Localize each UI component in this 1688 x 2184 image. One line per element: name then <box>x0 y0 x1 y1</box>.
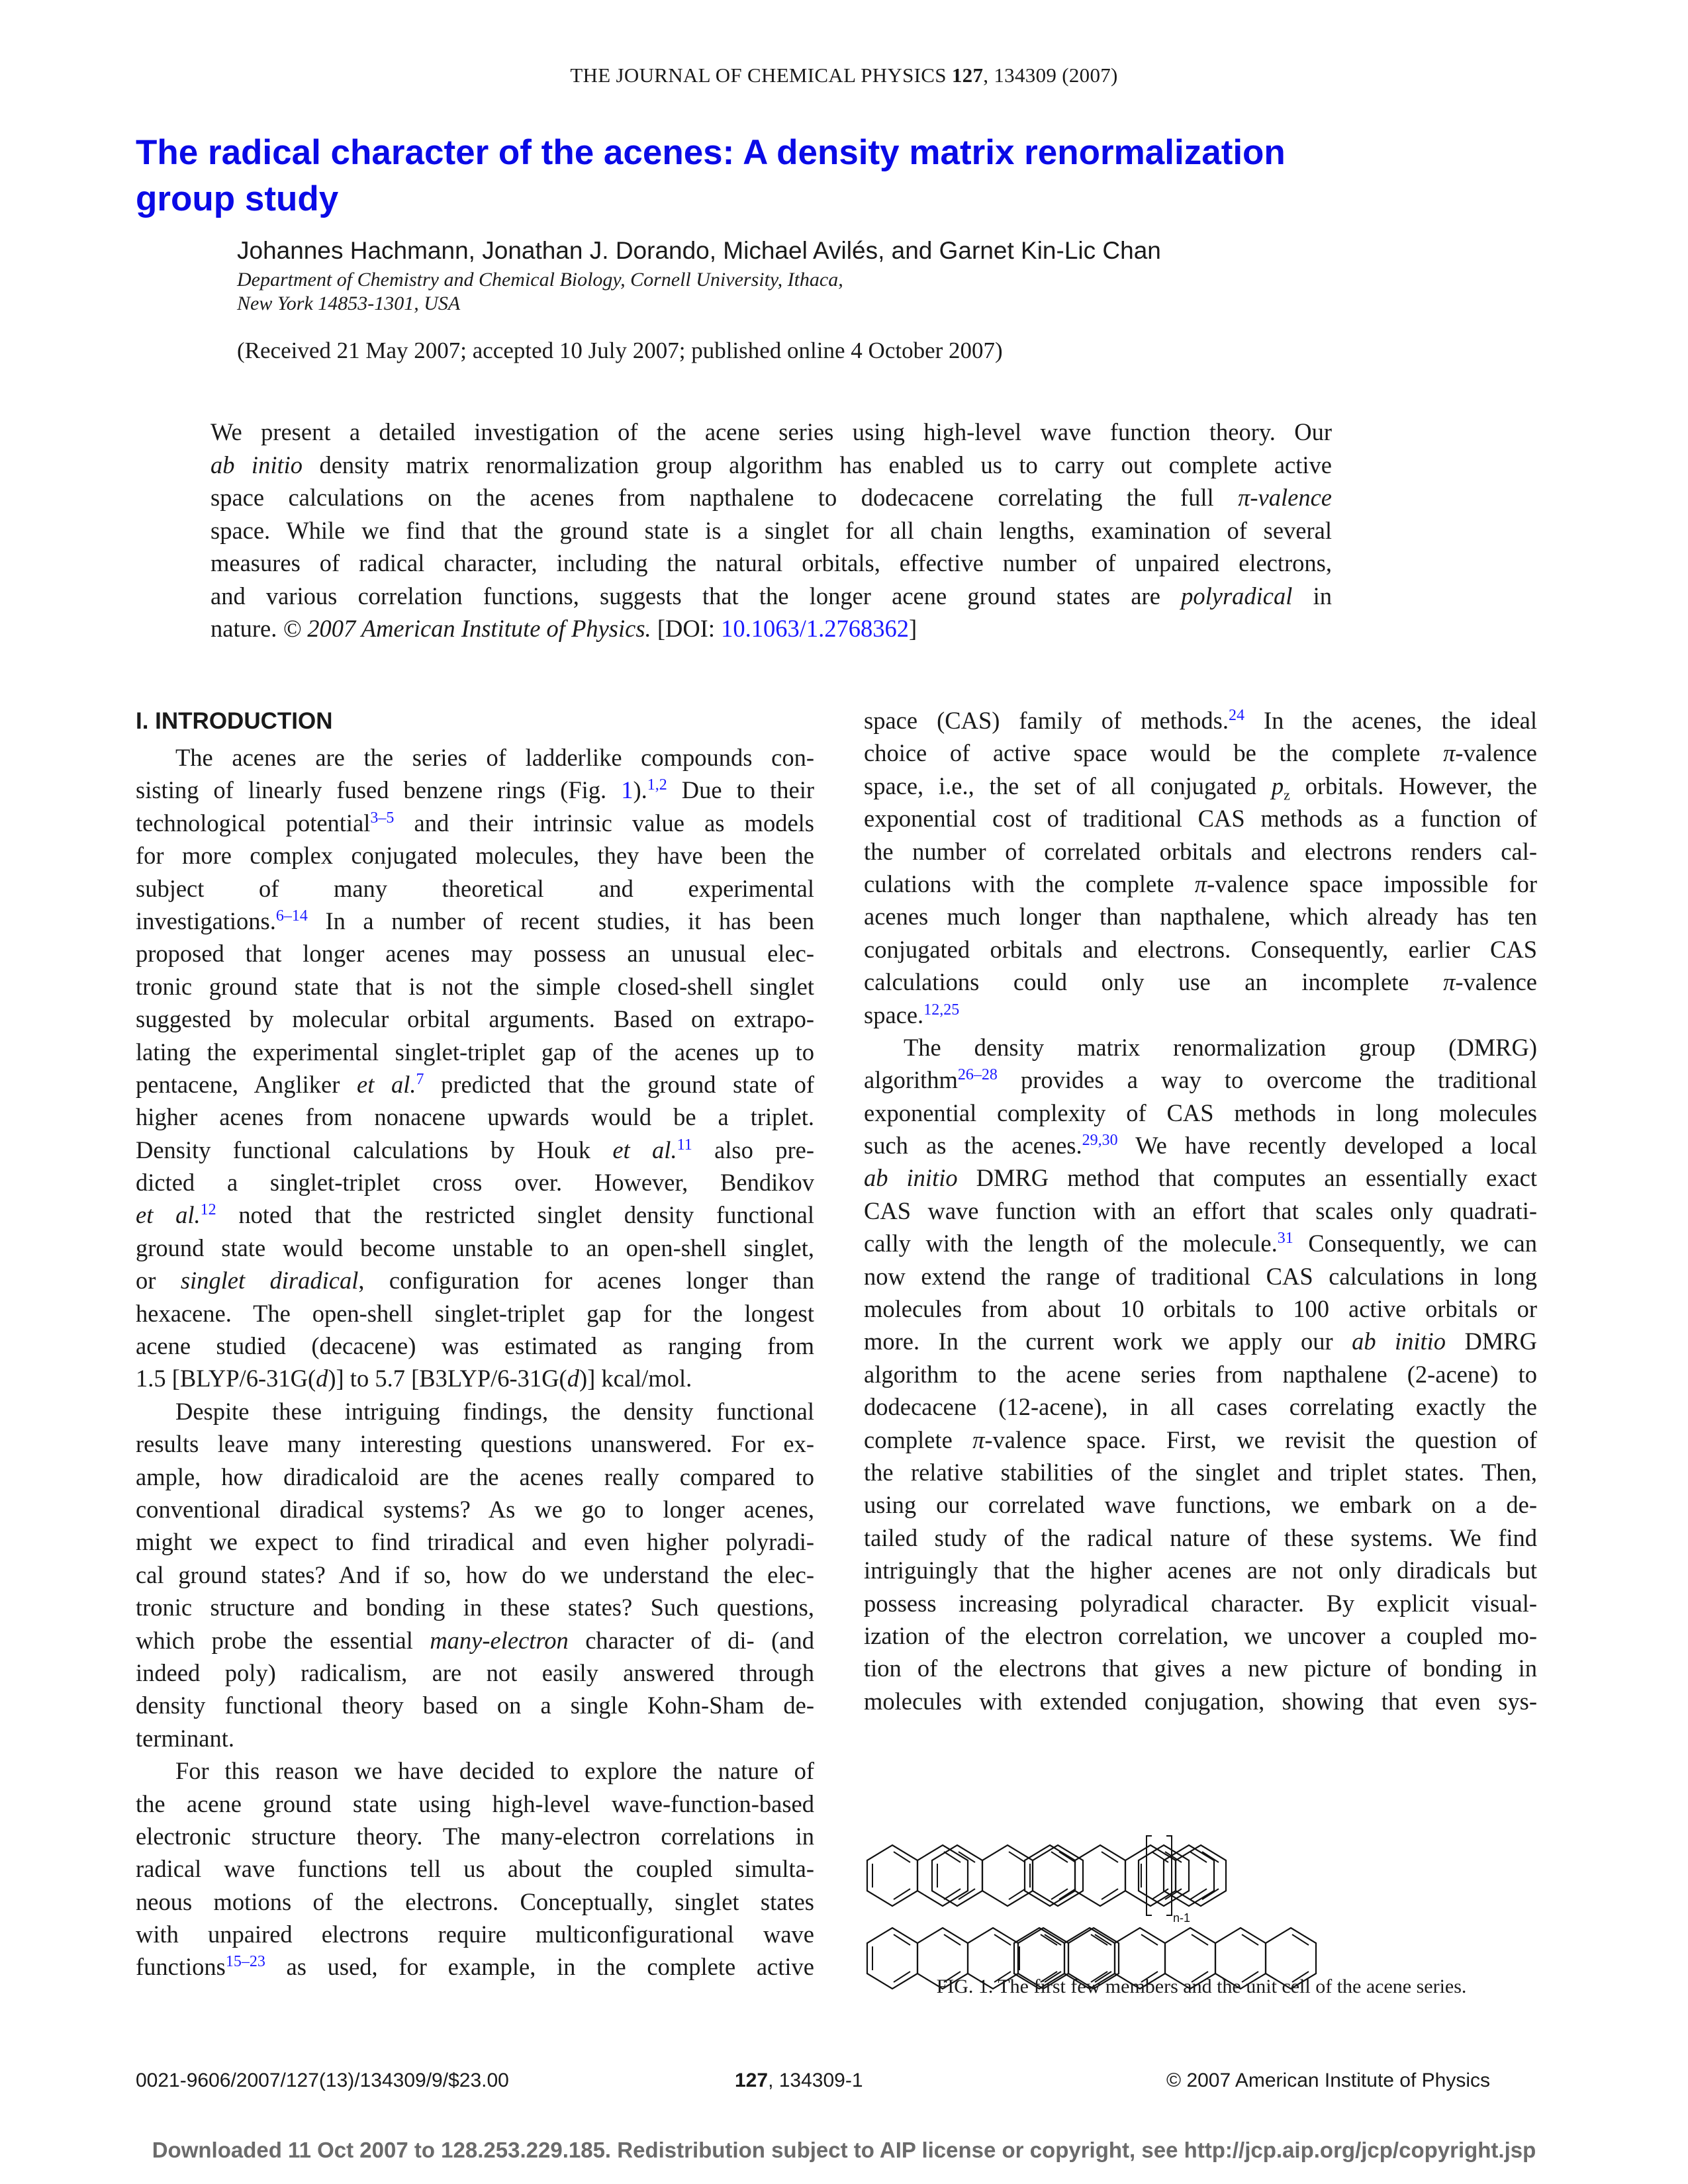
reference-link[interactable]: 11 <box>677 1136 692 1154</box>
reference-link[interactable]: 31 <box>1277 1230 1293 1248</box>
reference-link[interactable]: 24 <box>1228 706 1244 724</box>
journal-volume: 127 <box>951 64 984 87</box>
reference-link[interactable]: 12,25 <box>923 1001 960 1019</box>
figure-1-acene-structures <box>854 1807 1549 1992</box>
authors: Johannes Hachmann, Jonathan J. Dorando, Michael Avilés, and Garnet Kin-Lic Chan <box>237 237 1161 264</box>
figure-1-link[interactable]: 1 <box>621 776 633 804</box>
affiliation-line-1: Department of Chemistry and Chemical Biology, Cornell University, Ithaca, <box>237 269 843 291</box>
abstract-line: We present a detailed investigation of the acene series using high-level wave function theory. Our <box>211 418 1332 445</box>
anthracene-icon <box>932 1845 1083 1906</box>
abstract-line: nature. © 2007 American Institute of Physics. [DOI: 10.1063/1.2768362] <box>211 615 917 642</box>
reference-link[interactable]: 12 <box>200 1201 216 1219</box>
copyright-notice: © 2007 American Institute of Physics. <box>283 615 651 642</box>
footer-page-number: 127, 134309-1 <box>735 2070 863 2091</box>
abstract-line: space calculations on the acenes from napthalene to dodecacene correlating the full π-valence <box>211 484 1332 511</box>
abstract-line: and various correlation functions, suggests that the longer acene ground states are polyradical in <box>211 582 1333 610</box>
reference-link[interactable]: 6–14 <box>275 907 308 925</box>
naphthalene-icon <box>867 1845 968 1906</box>
paper-title <box>136 130 1460 222</box>
section-heading-introduction: I. INTRODUCTION <box>136 708 333 734</box>
title-line-1: The radical character of the acenes: A density matrix renormalization <box>136 133 1286 172</box>
reference-link[interactable]: 26–28 <box>957 1066 998 1084</box>
svg-text:n-1: n-1 <box>1173 1911 1191 1925</box>
abstract <box>211 416 1332 645</box>
reference-link[interactable]: 7 <box>416 1070 424 1088</box>
left-column: The acenes are the series of ladderlike compounds con- sisting of linearly fused benzene rings (Fig. 1).$^{1,2}$ Due to their technological potential$^{3-5}$ and their intrinsic value as models for more complex conjugated molecules, they have been the subject of many theoretical and experimental investigations.$^{6-14}$ In a number of recent studies, it has been proposed that longer acenes may possess an unusual elec- tronic ground state that is not the simple closed-shell singlet suggested by molecular orbital arguments. Based on extrapo- lating the experimental singlet-triplet gap of the acenes up to pentacene, Angliker et al.$^7$ predicted that the ground state of higher acenes from nonacene upwards would be a triplet. Density functional calculations by Houk et al.$^{11}$ also pre- dicted a singlet-triplet cross over. However, Bendikov et al.$^{12}$ noted that the restricted singlet density functional ground state would become unstable to an open-shell singlet, or singlet diradical, configuration for acenes longer than hexacene. The open-shell singlet-triplet gap for the longest acene studied (decacene) was estimated as ranging from 1.5 [BLYP/6-31G(d)] to 5.7 [B3LYP/6-31G(d)] kcal/mol. Despite these intriguing findings, the density functional results leave many interesting questions unanswered. For ex- ample, how diradicaloid are the acenes really compared to conventional diradical systems? As we go to longer acenes, might we expect to find triradical and even higher polyradi- cal ground states? And if so, how do we understand the elec- tronic structure and bonding in these states? Such questions, which probe the essential many-electron character of di- (and indeed poly) radicalism, are not easily answered through density functional theory based on a single Kohn-Sham de- terminant. For this reason we have decided to explore the nature of the acene ground state using high-level wave-function-based electronic structure theory. The many-electron correlations in radical wave functions tell us about the coupled simulta- neous motions of the electrons. Conceptually, singlet states with unpaired electrons require multiconfigurational wave functions$^{15-23}$ as used, for example, in the complete active <box>136 744 815 1981</box>
title-line-2: group study <box>136 179 339 218</box>
article-number-year: , 134309 (2007) <box>983 64 1118 87</box>
italic-text: ab initio <box>211 451 303 478</box>
affiliation <box>237 268 843 316</box>
footer-code: 0021-9606/2007/127(13)/134309/9/$23.00 <box>136 2070 509 2091</box>
abstract-line: measures of radical character, including the natural orbitals, effective number of unpaired electrons, <box>211 549 1332 576</box>
doi-link[interactable]: 10.1063/1.2768362 <box>721 615 910 642</box>
reference-link[interactable]: 3–5 <box>370 809 395 827</box>
reference-link[interactable]: 1,2 <box>647 776 667 794</box>
journal-name: THE JOURNAL OF CHEMICAL PHYSICS <box>570 64 947 87</box>
tetracene-icon <box>1025 1845 1226 1906</box>
affiliation-line-2: New York 14853-1301, USA <box>237 293 461 314</box>
figure-1-caption: FIG. 1. The first few members and the unit cell of the acene series. <box>936 1976 1467 1997</box>
received-dates: (Received 21 May 2007; accepted 10 July 2007; published online 4 October 2007) <box>237 338 1003 363</box>
reference-link[interactable]: 15–23 <box>225 1953 265 1971</box>
abstract-line: space. While we find that the ground state is a singlet for all chain lengths, examination of several <box>211 516 1332 544</box>
right-column: space (CAS) family of methods.$^{24}$ In the acenes, the ideal choice of active space would be the complete π-valence space, i.e., the set of all conjugated $p_z$ orbitals. However, the exponential cost of traditional CAS methods as a function of the number of correlated orbitals and electrons renders cal- culations with the complete π-valence space impossible for acenes much longer than napthalene, which already has ten conjugated orbitals and electrons. Consequently, earlier CAS calculations could only use an incomplete π-valence space.$^{12,25}$ The density matrix renormalization group (DMRG) algorithm$^{26-28}$ provides a way to overcome the traditional exponential complexity of CAS methods in long molecules such as the acenes.$^{29,30}$ We have recently developed a local ab initio DMRG method that computes an essentially exact CAS wave function with an effort that scales only quadrati- cally with the length of the molecule.$^{31}$ Consequently, we can now extend the range of traditional CAS calculations in long molecules from about 10 orbitals to 100 active orbitals or more. In the current work we apply our ab initio DMRG algorithm to the acene series from napthalene (2-acene) to dodecacene (12-acene), in all cases correlating exactly the complete π-valence space. First, we revisit the question of the relative stabilities of the singlet and triplet states. Then, using our correlated wave functions, we embark on a de- tailed study of the radical nature of these systems. We find intriguingly that the higher acenes are not only diradicals but possess increasing polyradical character. By explicit visual- ization of the electron correlation, we uncover a coupled mo- tion of the electrons that gives a new picture of bonding in molecules with extended conjugation, showing that even sys- <box>864 706 1537 1715</box>
running-header <box>0 64 1688 87</box>
download-notice: Downloaded 11 Oct 2007 to 128.253.229.185. Redistribution subject to AIP license or copyright, see http://jcp.aip.org/jcp/copyright.jsp <box>152 2138 1536 2162</box>
reference-link[interactable]: 29,30 <box>1082 1131 1118 1149</box>
abstract-line: ab initio density matrix renormalization group algorithm has enabled us to carry out complete active <box>211 451 1332 478</box>
footer-copyright: © 2007 American Institute of Physics <box>1166 2070 1491 2091</box>
